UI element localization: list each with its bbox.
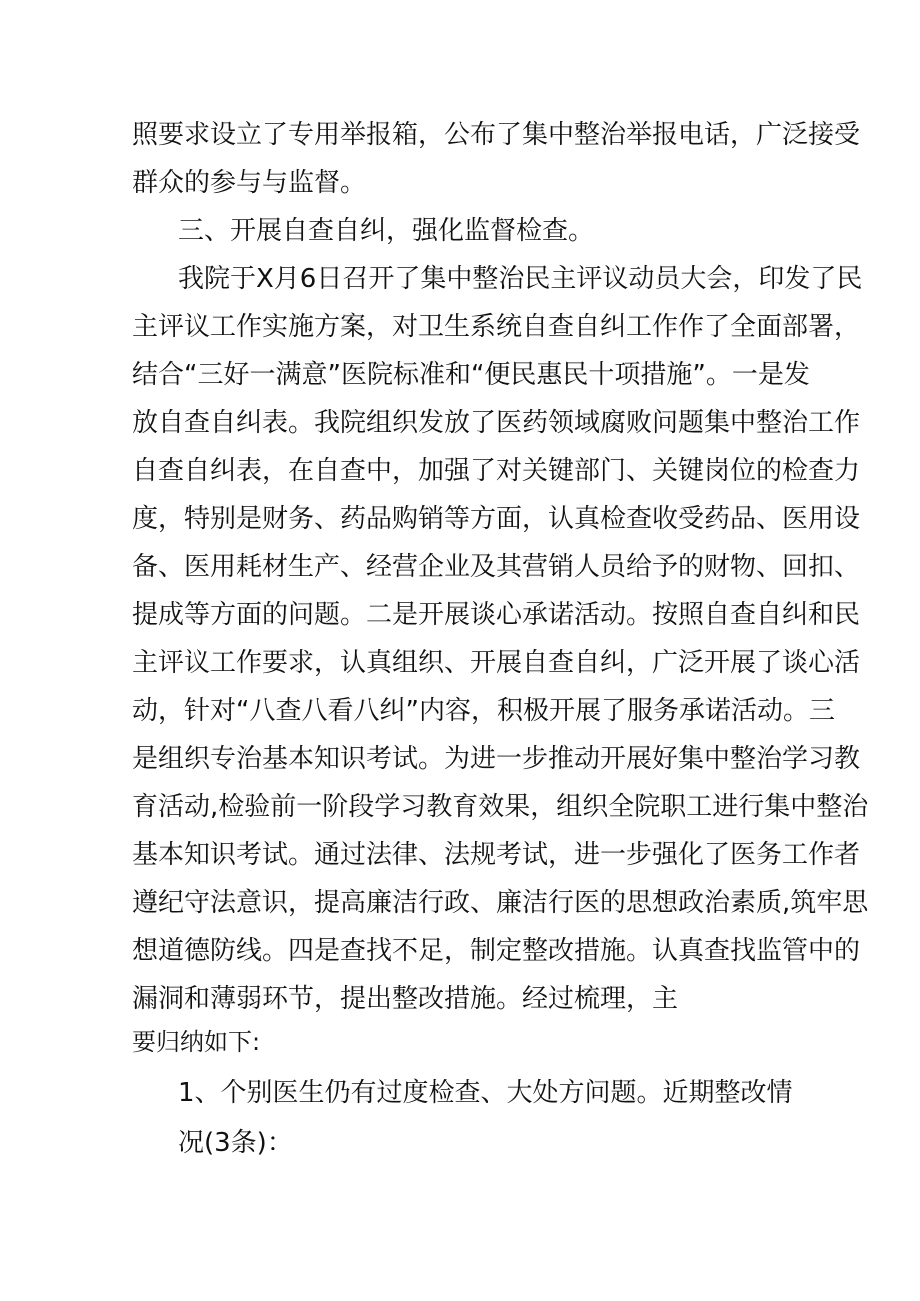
text-line: 放自查自纠表。我院组织发放了医药领域腐败问题集中整治工作 [132,408,861,438]
text-line: 想道德防线。四是查找不足，制定整改措施。认真查找监管中的 [132,936,861,966]
text-line: 遵纪守法意识，提高廉洁行政、廉洁行医的思想政治素质,筑牢思 [132,888,869,918]
text-line: 提成等方面的问题。二是开展谈心承诺活动。按照自查自纠和民 [132,600,861,630]
text-line: 自查自纠表，在自查中，加强了对关键部门、关键岗位的检查力 [132,456,861,486]
text-line: 要归纳如下: [132,1028,261,1056]
section-heading: 三、开展自查自纠，强化监督检查。 [178,216,595,246]
list-item-continuation: 况(3条)： [178,1128,293,1158]
text-line: 度，特别是财务、药品购销等方面，认真检查收受药品、医用设 [132,504,861,534]
text-line: 我院于X月6日召开了集中整治民主评议动员大会，印发了民 [178,264,863,294]
text-line: 基本知识考试。通过法律、法规考试，进一步强化了医务工作者 [132,840,861,870]
text-line: 群众的参与与监督。 [132,168,367,198]
text-line: 照要求设立了专用举报箱，公布了集中整治举报电话，广泛接受 [132,120,861,150]
text-line: 是组织专治基本知识考试。为进一步推动开展好集中整治学习教 [132,744,861,774]
list-item: 1、个别医生仍有过度检查、大处方问题。近期整改情 [178,1078,793,1108]
text-line: 备、医用耗材生产、经营企业及其营销人员给予的财物、回扣、 [132,552,861,582]
text-line: 动，针对“八查八看八纠”内容，积极开展了服务承诺活动。三 [132,696,835,726]
text-line: 结合“三好一满意”医院标准和“便民惠民十项措施”。一是发 [132,360,810,390]
text-line: 育活动,检验前一阶段学习教育效果，组织全院职工进行集中整治 [132,792,869,822]
text-line: 漏洞和薄弱环节，提出整改措施。经过梳理，主 [132,984,679,1014]
text-line: 主评议工作要求，认真组织、开展自查自纠，广泛开展了谈心活 [132,648,861,678]
text-line: 主评议工作实施方案，对卫生系统自查自纠工作作了全面部署， [132,312,861,342]
